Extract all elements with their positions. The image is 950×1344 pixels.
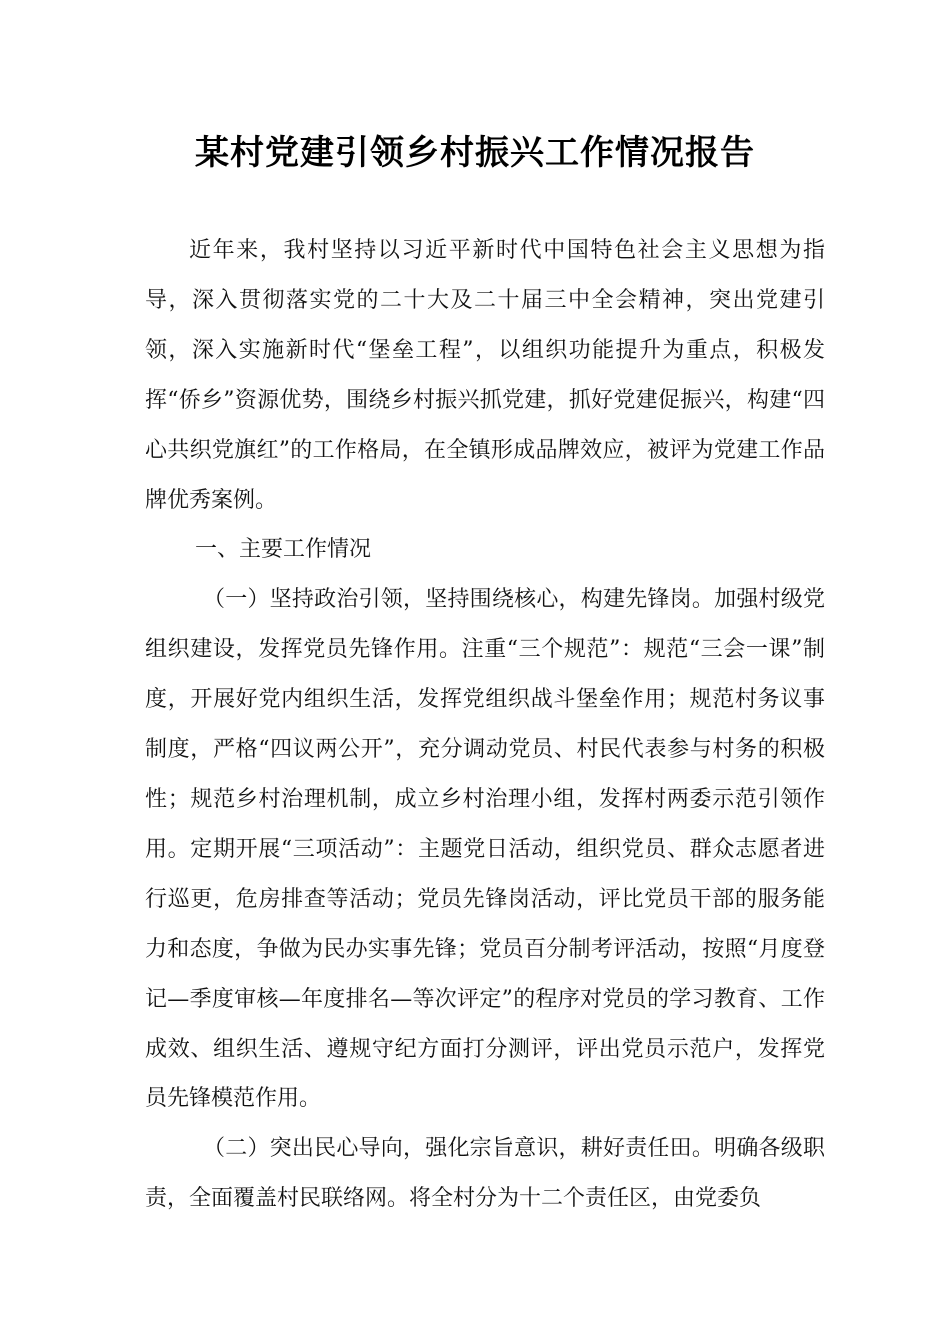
subsection-paragraph-1: （一）坚持政治引领，坚持围绕核心，构建先锋岗。加强村级党组织建设，发挥党员先锋作用。注重“三个规范”：规范“三会一课”制度，开展好党内组织生活，发挥党组织战斗堡垒作用；规范村务议事制度，严格“四议两公开”，充分调动党员、村民代表参与村务的积极性；规范乡村治理机制，成立乡村治理小组，发挥村两委示范引领作用。定期开展“三项活动”：主题党日活动，组织党员、群众志愿者进行巡更，危房排查等活动；党员先锋岗活动，评比党员干部的服务能力和态度，争做为民办实事先锋；党员百分制考评活动，按照“月度登记—季度审核—年度排名—等次评定”的程序对党员的学习教育、工作成效、组织生活、遵规守纪方面打分测评，评出党员示范户，发挥党员先锋模范作用。	[145, 587, 825, 1112]
document-title: 某村党建引领乡村振兴工作情况报告	[195, 133, 755, 173]
document-body	[145, 226, 825, 1224]
intro-paragraph: 近年来，我村坚持以习近平新时代中国特色社会主义思想为指导，深入贯彻落实党的二十大及二十届三中全会精神，突出党建引领，深入实施新时代“堡垒工程”，以组织功能提升为重点，积极发挥“侨乡”资源优势，围绕乡村振兴抓党建，抓好党建促振兴，构建“四心共织党旗红”的工作格局，在全镇形成品牌效应，被评为党建工作品牌优秀案例。	[145, 238, 825, 513]
subsection-paragraph-2: （二）突出民心导向，强化宗旨意识，耕好责任田。明确各级职责，全面覆盖村民联络网。将全村分为十二个责任区，由党委负	[145, 1136, 825, 1212]
section-heading: 一、主要工作情况	[195, 537, 372, 563]
